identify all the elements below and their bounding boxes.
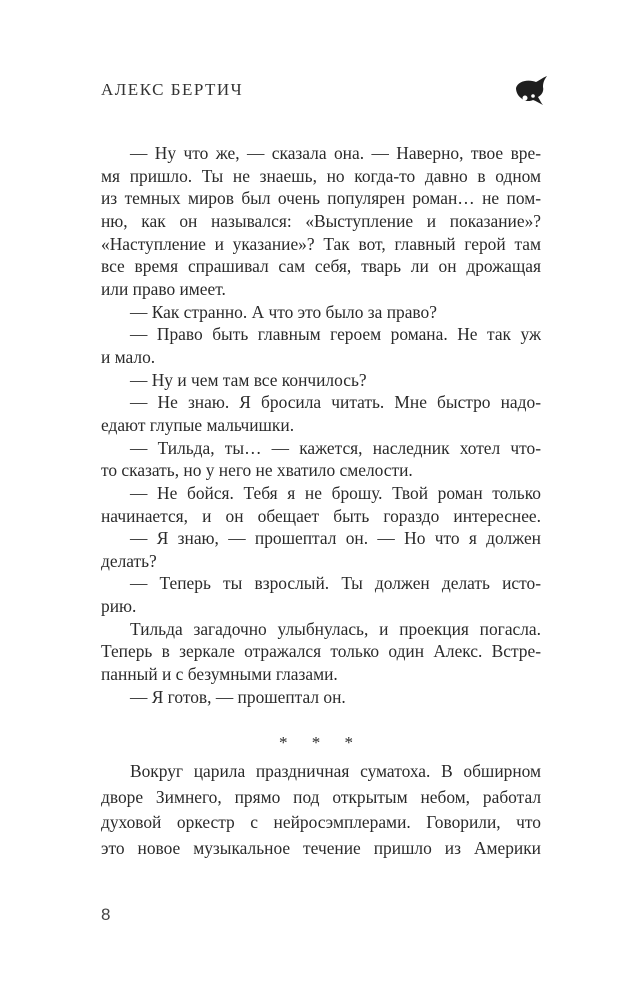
text-line: духовой оркестр с нейросэмплерами. Говорили, что	[101, 812, 541, 833]
text-line: — Я знаю, — прошептал он. — Но что я должен	[130, 528, 541, 549]
body-text-continued	[101, 759, 541, 861]
text-line: или право имеет.	[101, 278, 226, 299]
section-separator: * * *	[279, 733, 363, 752]
text-line: — Не бойся. Тебя я не брошу. Твой роман только	[130, 482, 541, 503]
text-line: начинается, и он обещает быть гораздо интереснее.	[101, 505, 541, 526]
text-line: — Ну что же, — сказала она. — Наверно, твое вре-	[130, 143, 541, 163]
text-line: — Как странно. А что это было за право?	[130, 301, 437, 322]
text-line: — Не знаю. Я бросила читать. Мне быстро надо-	[130, 392, 541, 413]
body-text	[101, 142, 541, 708]
text-line: ню, как он назывался: «Выступление и показание»?	[101, 210, 541, 231]
text-line: дворе Зимнего, прямо под открытым небом, работал	[101, 786, 541, 807]
text-line: это новое музыкальное течение пришло из Америки	[101, 837, 541, 858]
text-line: — Я готов, — прошептал он.	[130, 686, 346, 707]
text-line: — Ну и чем там все кончилось?	[130, 369, 367, 390]
text-line: «Наступление и указание»? Так вот, главный герой там	[101, 233, 541, 254]
page-number: 8	[101, 905, 111, 924]
text-line: все время спрашивал сам себя, тварь ли он дрожащая	[101, 256, 541, 277]
text-line: едают глупые мальчишки.	[101, 414, 295, 435]
text-line: Тильда загадочно улыбнулась, и проекция погасла.	[130, 618, 541, 639]
text-line: и мало.	[101, 346, 156, 367]
text-line: то сказать, но у него не хватило смелости.	[101, 460, 413, 481]
text-line: — Право быть главным героем романа. Не так уж	[130, 324, 541, 345]
text-line: панный и с безумными глазами.	[101, 664, 338, 685]
text-line: — Тильда, ты… — кажется, наследник хотел что-	[130, 437, 541, 458]
text-line: из темных миров был очень популярен роман… не пом-	[101, 188, 541, 209]
text-line: Теперь в зеркале отражался только один Алекс. Встре-	[101, 641, 541, 662]
text-line: рию.	[101, 596, 137, 617]
publisher-logo-icon	[514, 76, 548, 106]
text-line: Вокруг царила праздничная суматоха. В обширном	[130, 761, 541, 781]
text-line: делать?	[101, 550, 157, 571]
text-line: — Теперь ты взрослый. Ты должен делать исто-	[130, 573, 541, 594]
text-line: мя пришло. Ты не знаешь, но когда-то давно в одном	[101, 165, 541, 186]
running-header-author: АЛЕКС БЕРТИЧ	[101, 80, 244, 99]
